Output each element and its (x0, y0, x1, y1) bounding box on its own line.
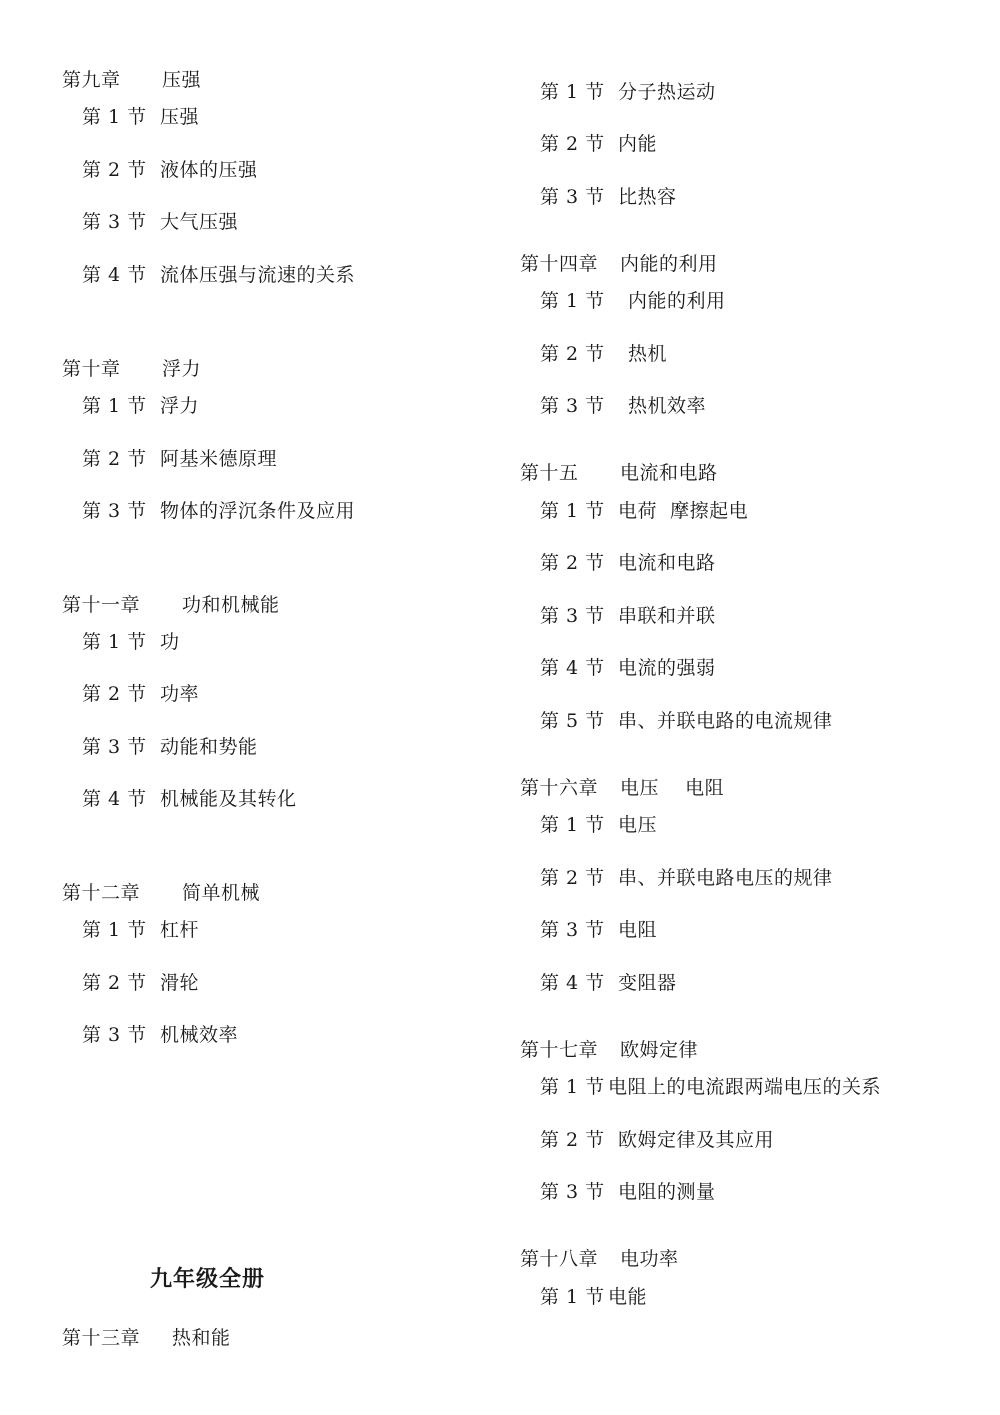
chapter-heading (62, 1326, 231, 1350)
section-label: 第 3 节 (540, 919, 605, 941)
section-label: 第 3 节 (540, 186, 605, 208)
section-item (82, 158, 258, 182)
section-label: 第 1 节 (540, 500, 605, 522)
section-title: 机械效率 (160, 1024, 239, 1046)
section-title: 串、并联电路电压的规律 (618, 867, 833, 889)
section-title: 内能的利用 (628, 290, 726, 312)
section-label: 第 4 节 (540, 972, 605, 994)
section-label: 第 2 节 (82, 159, 147, 181)
section-title: 动能和势能 (160, 736, 258, 758)
section-title: 阿基米德原理 (160, 448, 278, 470)
section-label: 第 1 节 (82, 395, 147, 417)
section-title: 电阻的测量 (618, 1181, 716, 1203)
section-label: 第 3 节 (82, 1024, 147, 1046)
section-item (540, 1285, 647, 1309)
chapter-label: 第十四章 (520, 253, 599, 275)
section-label: 第 2 节 (82, 448, 147, 470)
section-label: 第 2 节 (540, 133, 605, 155)
section-title: 分子热运动 (618, 81, 716, 103)
section-item (82, 105, 199, 129)
section-item (540, 656, 716, 680)
chapter-heading (520, 252, 718, 276)
section-label: 第 2 节 (540, 867, 605, 889)
section-item (540, 1180, 716, 1204)
section-label: 第 1 节 (82, 919, 147, 941)
section-item (82, 971, 199, 995)
section-title: 电流的强弱 (618, 657, 716, 679)
chapter-heading (62, 68, 201, 92)
section-label: 第 4 节 (540, 657, 605, 679)
section-title: 杠杆 (160, 919, 200, 941)
section-item (540, 1075, 881, 1099)
section-title: 热机 (628, 343, 668, 365)
section-title: 电压 (618, 814, 658, 836)
section-item (82, 394, 199, 418)
chapter-label: 第九章 (62, 69, 121, 91)
section-label: 第 3 节 (82, 211, 147, 233)
section-item (540, 394, 706, 418)
section-label: 第 2 节 (540, 552, 605, 574)
section-item (82, 210, 238, 234)
section-title: 电荷 摩擦起电 (618, 500, 749, 522)
section-label: 第 2 节 (82, 972, 147, 994)
section-item (540, 1128, 774, 1152)
section-title: 电阻上的电流跟两端电压的关系 (608, 1076, 882, 1098)
chapter-heading (520, 461, 718, 485)
chapter-title: 电流和电路 (620, 462, 718, 484)
section-title: 内能 (618, 133, 658, 155)
section-label: 第 5 节 (540, 710, 605, 732)
section-label: 第 1 节 (540, 1076, 605, 1098)
section-title: 热机效率 (628, 395, 707, 417)
chapter-heading (520, 1038, 698, 1062)
chapter-label: 第十三章 (62, 1327, 141, 1349)
section-label: 第 4 节 (82, 788, 147, 810)
volume-heading: 九年级全册 (150, 1266, 266, 1292)
section-item (540, 551, 716, 575)
section-item (82, 263, 355, 287)
section-item (540, 499, 748, 523)
chapter-label: 第十五 (520, 462, 579, 484)
chapter-label: 第十章 (62, 358, 121, 380)
section-label: 第 3 节 (82, 500, 147, 522)
section-title: 流体压强与流速的关系 (160, 264, 356, 286)
chapter-title: 浮力 (162, 358, 202, 380)
section-title: 物体的浮沉条件及应用 (160, 500, 356, 522)
section-label: 第 3 节 (540, 1181, 605, 1203)
section-item (82, 918, 199, 942)
section-item (540, 289, 726, 313)
section-label: 第 4 节 (82, 264, 147, 286)
section-item (82, 499, 355, 523)
section-title: 串、并联电路的电流规律 (618, 710, 833, 732)
section-title: 浮力 (160, 395, 200, 417)
chapter-title: 压强 (162, 69, 202, 91)
chapter-heading (520, 776, 724, 800)
section-title: 压强 (160, 106, 200, 128)
section-label: 第 1 节 (540, 814, 605, 836)
chapter-title: 热和能 (172, 1327, 231, 1349)
chapter-heading (62, 593, 280, 617)
section-title: 变阻器 (618, 972, 677, 994)
section-item (540, 604, 716, 628)
section-title: 功 (160, 631, 180, 653)
section-title: 机械能及其转化 (160, 788, 297, 810)
section-item (82, 1023, 238, 1047)
section-label: 第 1 节 (82, 106, 147, 128)
section-label: 第 1 节 (82, 631, 147, 653)
chapter-label: 第十二章 (62, 882, 141, 904)
section-item (540, 80, 716, 104)
section-title: 欧姆定律及其应用 (618, 1129, 775, 1151)
chapter-label: 第十八章 (520, 1248, 599, 1270)
section-item (82, 735, 258, 759)
section-title: 串联和并联 (618, 605, 716, 627)
section-title: 滑轮 (160, 972, 200, 994)
section-label: 第 1 节 (540, 81, 605, 103)
section-item (82, 682, 199, 706)
section-item (540, 132, 657, 156)
chapter-title: 功和机械能 (182, 594, 280, 616)
chapter-title: 欧姆定律 (620, 1039, 699, 1061)
section-label: 第 3 节 (540, 605, 605, 627)
section-label: 第 3 节 (540, 395, 605, 417)
section-item (540, 342, 667, 366)
section-title: 电阻 (618, 919, 658, 941)
chapter-title: 电压 电阻 (620, 777, 725, 799)
chapter-label: 第十一章 (62, 594, 141, 616)
section-label: 第 2 节 (540, 343, 605, 365)
section-item (540, 866, 833, 890)
section-label: 第 1 节 (540, 1286, 605, 1308)
chapter-heading (62, 357, 201, 381)
section-title: 电流和电路 (618, 552, 716, 574)
section-label: 第 2 节 (82, 683, 147, 705)
section-title: 大气压强 (160, 211, 239, 233)
chapter-label: 第十七章 (520, 1039, 599, 1061)
section-title: 液体的压强 (160, 159, 258, 181)
section-title: 比热容 (618, 186, 677, 208)
section-item (540, 709, 833, 733)
section-item (82, 447, 277, 471)
section-label: 第 2 节 (540, 1129, 605, 1151)
chapter-label: 第十六章 (520, 777, 599, 799)
chapter-title: 简单机械 (182, 882, 261, 904)
section-title: 功率 (160, 683, 200, 705)
section-title: 电能 (608, 1286, 648, 1308)
section-item (82, 787, 297, 811)
section-item (540, 971, 677, 995)
section-item (540, 813, 657, 837)
section-item (82, 630, 180, 654)
section-item (540, 918, 657, 942)
chapter-heading (62, 881, 260, 905)
chapter-title: 电功率 (620, 1248, 679, 1270)
chapter-title: 内能的利用 (620, 253, 718, 275)
section-label: 第 1 节 (540, 290, 605, 312)
section-item (540, 185, 677, 209)
chapter-heading (520, 1247, 679, 1271)
section-label: 第 3 节 (82, 736, 147, 758)
